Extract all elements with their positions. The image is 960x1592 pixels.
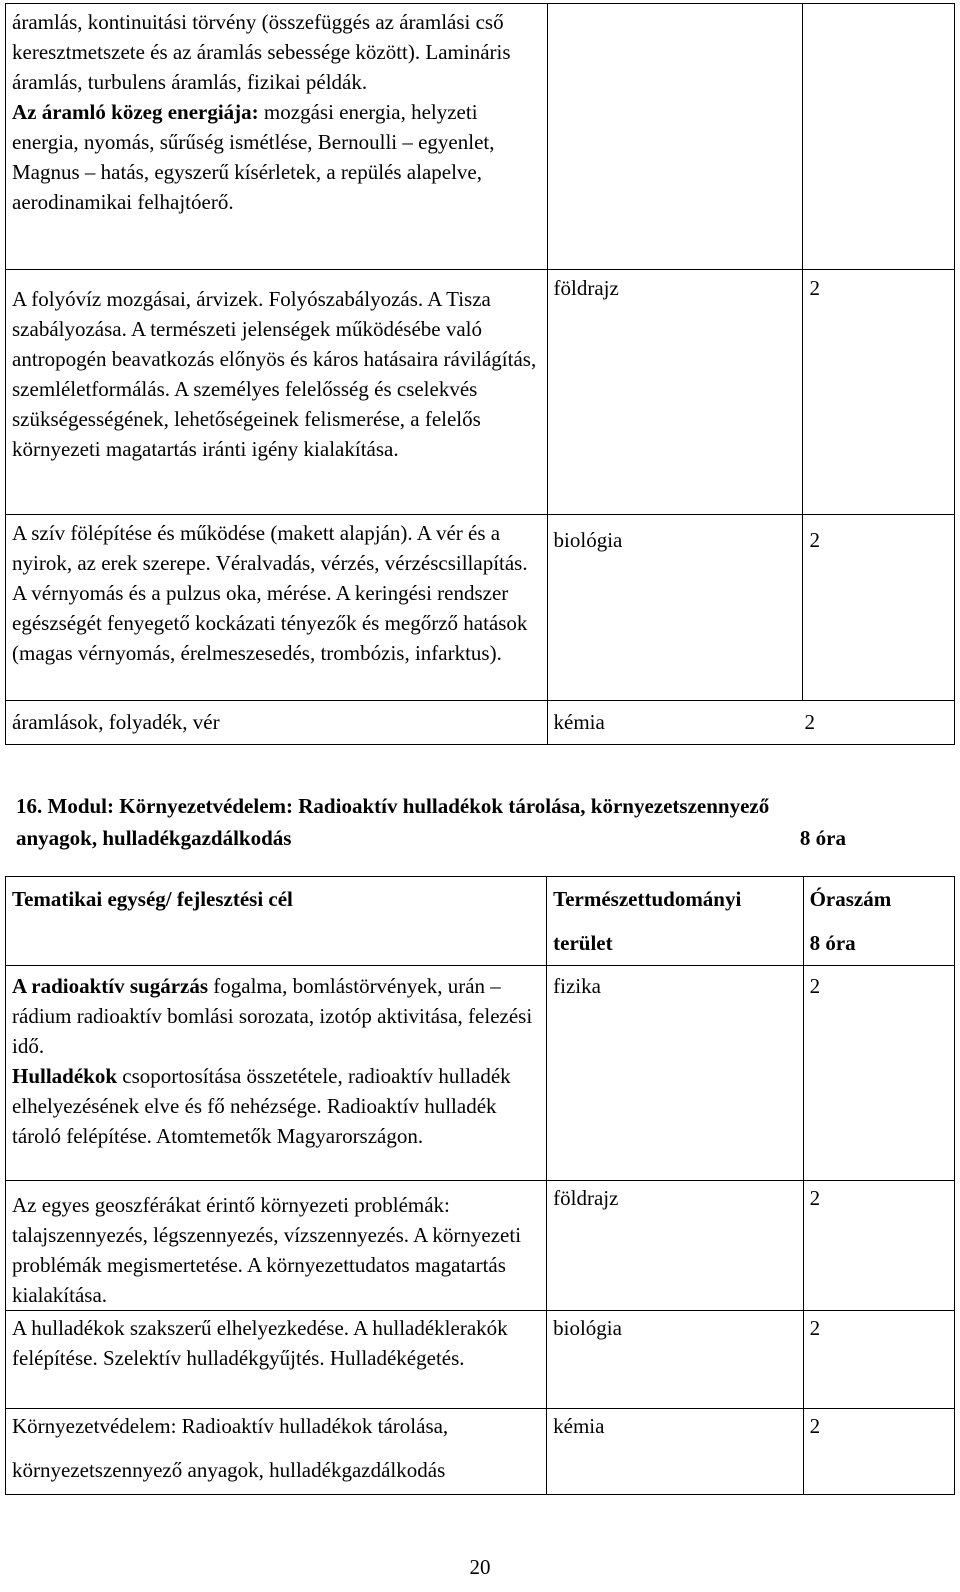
hours-cell: 2 <box>803 1409 954 1495</box>
subject-cell: fizika <box>547 966 803 1181</box>
table-row <box>6 1181 955 1311</box>
topic-cell <box>6 1409 547 1495</box>
topic-cell <box>6 1311 547 1409</box>
hours-cell: 2 <box>803 515 955 701</box>
topic-text: Az áramló közeg energiája: mozgási energia, helyzeti energia, nyomás, sűrűség ismétlése, Bernoulli – egyenlet, Magnus – hatás, egyszerű kísérletek, a repülés alapelve, aerodinamikai felhajtóerő. <box>12 100 495 214</box>
table-row <box>6 4 955 270</box>
topic-text: Az egyes geoszférákat érintő környezeti problémák: talajszennyezés, légszennyezés, vízszennyezés. A környezeti problémák megismertetése. A környezettudatos magatartás kialakítása. <box>12 1193 522 1307</box>
table-row <box>6 515 955 701</box>
topic-text: A radioaktív sugárzás fogalma, bomlástörvények, urán – rádium radioaktív bomlási sorozata, izotóp aktivitása, felezési idő. <box>12 974 533 1058</box>
topic-cell <box>6 1181 547 1311</box>
topic-cell <box>6 701 548 745</box>
subject-cell: kémia 2 <box>547 701 954 745</box>
subject-cell: földrajz <box>547 270 803 515</box>
hours-cell: 2 <box>803 966 954 1181</box>
table-row <box>6 966 955 1181</box>
hours-cell: 2 <box>803 1181 954 1311</box>
header-subject: Természettudományi terület <box>547 877 803 966</box>
subject-cell: földrajz <box>547 1181 803 1311</box>
module-16-table <box>5 876 955 1495</box>
hours-cell <box>803 4 955 270</box>
table-row <box>6 701 955 745</box>
topic-cell <box>6 966 547 1181</box>
table-row <box>6 1409 955 1495</box>
table-header-row <box>6 877 955 966</box>
module-heading <box>16 790 846 854</box>
header-topic: Tematikai egység/ fejlesztési cél <box>6 877 547 966</box>
topic-text: környezetszennyező anyagok, hulladékgazdálkodás <box>12 1458 446 1482</box>
module-title: 16. Modul: Környezetvédelem: Radioaktív hulladékok tárolása, környezetszennyező anyagok, hulladékgazdálkodás <box>16 794 770 850</box>
table-row <box>6 1311 955 1409</box>
subject-cell: biológia <box>547 515 803 701</box>
topic-cell <box>6 515 548 701</box>
hours-cell: 2 <box>803 1311 954 1409</box>
topic-cell <box>6 270 548 515</box>
topic-text: A szív fölépítése és működése (makett alapján). A vér és a nyirok, az erek szerepe. Véralvadás, vérzés, vérzéscsillapítás. A vérnyomás és a pulzus oka, mérése. A keringési rendszer egészségét fenyegető kockázati tényezők és megőrző hatások (magas vérnyomás, érelmeszesedés, trombózis, infarktus). <box>12 521 528 665</box>
topic-text: A folyóvíz mozgásai, árvizek. Folyószabályozás. A Tisza szabályozása. A természeti jelenségek működésébe való antropogén beavatkozás előnyös és káros hatásaira rávilágítás, szemléletformálás. A személyes felelősség és cselekvés szükségességének, lehetőségeinek felismerése, a felelős környezeti magatartás iránti igény kialakítása. <box>12 287 537 461</box>
topic-text: áramlás, kontinuitási törvény (összefüggés az áramlási cső keresztmetszete és az áramlás sebessége között). Lamináris áramlás, turbulens áramlás, fizikai példák. <box>12 10 511 94</box>
hours-cell: 2 <box>803 270 955 515</box>
subject-cell: biológia <box>547 1311 803 1409</box>
topic-text: Környezetvédelem: Radioaktív hulladékok tárolása, <box>12 1414 449 1438</box>
curriculum-table-continued <box>5 3 955 745</box>
topic-text: Hulladékok csoportosítása összetétele, radioaktív hulladék elhelyezésének elve és fő nehézsége. Radioaktív hulladék tároló felépítése. Atomtemetők Magyarországon. <box>12 1064 511 1148</box>
topic-cell <box>6 4 548 270</box>
topic-text: A hulladékok szakszerű elhelyezkedése. A hulladéklerakók felépítése. Szelektív hulladékgyűjtés. Hulladékégetés. <box>12 1316 508 1370</box>
module-hours: 8 óra <box>799 826 846 850</box>
subject-cell: kémia <box>547 1409 803 1495</box>
header-hours: Óraszám 8 óra <box>803 877 954 966</box>
table-row <box>6 270 955 515</box>
subject-cell <box>547 4 803 270</box>
page-number: 20 <box>469 1555 491 1579</box>
topic-text: áramlások, folyadék, vér <box>12 710 220 734</box>
